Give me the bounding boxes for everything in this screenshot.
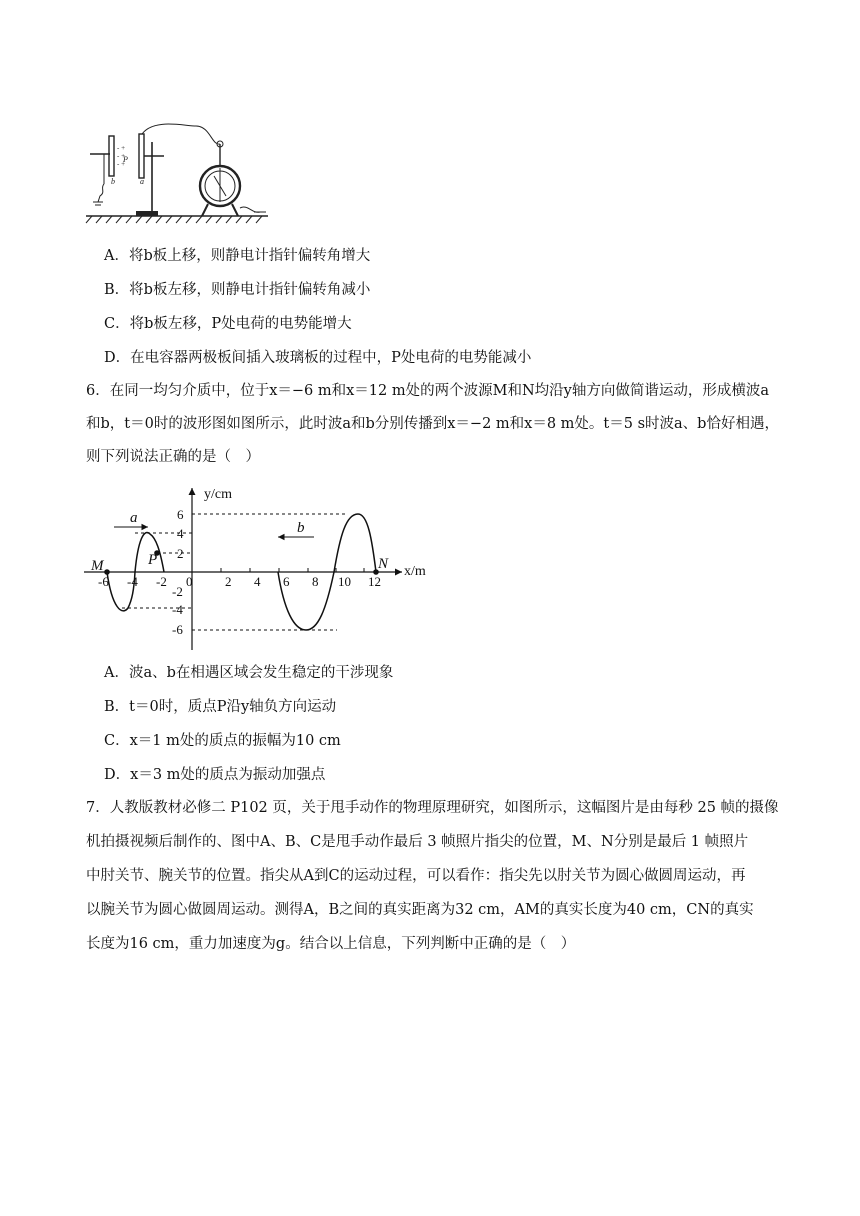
x-tick-label: -6: [98, 574, 109, 589]
label-n: N: [378, 556, 389, 572]
q7-stem-line-5: 长度为16 cm，重力加速度为g。结合以上信息，下列判断中正确的是（ ）: [86, 936, 576, 952]
q6-option-d: D．x＝3 m处的质点为振动加强点: [104, 767, 326, 783]
y-tick-label: -4: [172, 602, 183, 617]
q5-option-d: D．在电容器两极板间插入玻璃板的过程中，P处电荷的电势能减小: [104, 350, 532, 366]
x-tick-label: 0: [186, 574, 193, 589]
q6-stem-line-2: 和b，t＝0时的波形图如图所示，此时波a和b分别传播到x＝−2 m和x＝8 m处。t＝5 s时波a、b恰好相遇，: [86, 416, 779, 432]
q7-stem-line-4: 以腕关节为圆心做圆周运动。测得A，B之间的真实距离为32 cm，AM的真实长度为40 cm，CN的真实: [86, 902, 754, 918]
y-tick-label: 2: [177, 546, 184, 561]
y-tick-label: 4: [177, 526, 184, 541]
svg-text:a: a: [140, 177, 144, 186]
label-wave-b: b: [297, 520, 305, 536]
svg-text:- +: - +: [117, 144, 126, 152]
x-tick-label: 2: [225, 574, 232, 589]
q5-option-b: B．将b板左移，则静电计指针偏转角减小: [104, 282, 371, 298]
x-axis-label: x/m: [404, 564, 426, 579]
y-axis-label: y/cm: [204, 487, 232, 502]
y-tick-label: 6: [177, 507, 184, 522]
svg-text:b: b: [111, 177, 115, 186]
q5-option-a: A．将b板上移，则静电计指针偏转角增大: [104, 248, 371, 264]
svg-text:- +: - +: [117, 152, 126, 160]
x-tick-label: 4: [254, 574, 261, 589]
x-tick-label: -2: [156, 574, 167, 589]
y-tick-label: -2: [172, 584, 183, 599]
x-tick-label: 8: [312, 574, 319, 589]
label-wave-a: a: [130, 510, 138, 526]
x-tick-label: 10: [338, 574, 351, 589]
q5-option-c: C．将b板左移，P处电荷的电势能增大: [104, 316, 352, 332]
label-m: M: [91, 558, 104, 574]
q6-option-b: B．t＝0时，质点P沿y轴负方向运动: [104, 699, 337, 715]
q6-stem-line-1: 6．在同一均匀介质中，位于x＝−6 m和x＝12 m处的两个波源M和N均沿y轴方向做简谐运动，形成横波a: [86, 383, 769, 399]
y-tick-label: -6: [172, 622, 183, 637]
x-tick-label: -4: [127, 574, 138, 589]
q7-stem-line-2: 机拍摄视频后制作的、图中A、B、C是甩手动作最后 3 帧照片指尖的位置，M、N分别是最后 1 帧照片: [86, 834, 749, 850]
q7-stem-line-1: 7．人教版教材必修二 P102 页，关于甩手动作的物理原理研究，如图所示，这幅图片是由每秒 25 帧的摄像: [86, 800, 779, 816]
label-p: P: [148, 552, 158, 568]
capacitor-electrometer-figure: [84, 122, 274, 224]
wave-graph: [82, 480, 442, 652]
x-tick-label: 6: [283, 574, 290, 589]
q6-stem-line-3: 则下列说法正确的是（ ）: [86, 449, 260, 465]
q7-stem-line-3: 中肘关节、腕关节的位置。指尖从A到C的运动过程，可以看作：指尖先以肘关节为圆心做圆周运动，再: [86, 868, 746, 884]
svg-text:- +: - +: [117, 160, 126, 168]
q6-option-c: C．x＝1 m处的质点的振幅为10 cm: [104, 733, 341, 749]
x-tick-label: 12: [368, 574, 381, 589]
svg-text:P: P: [123, 155, 128, 164]
q6-option-a: A．波a、b在相遇区域会发生稳定的干涉现象: [104, 665, 394, 681]
